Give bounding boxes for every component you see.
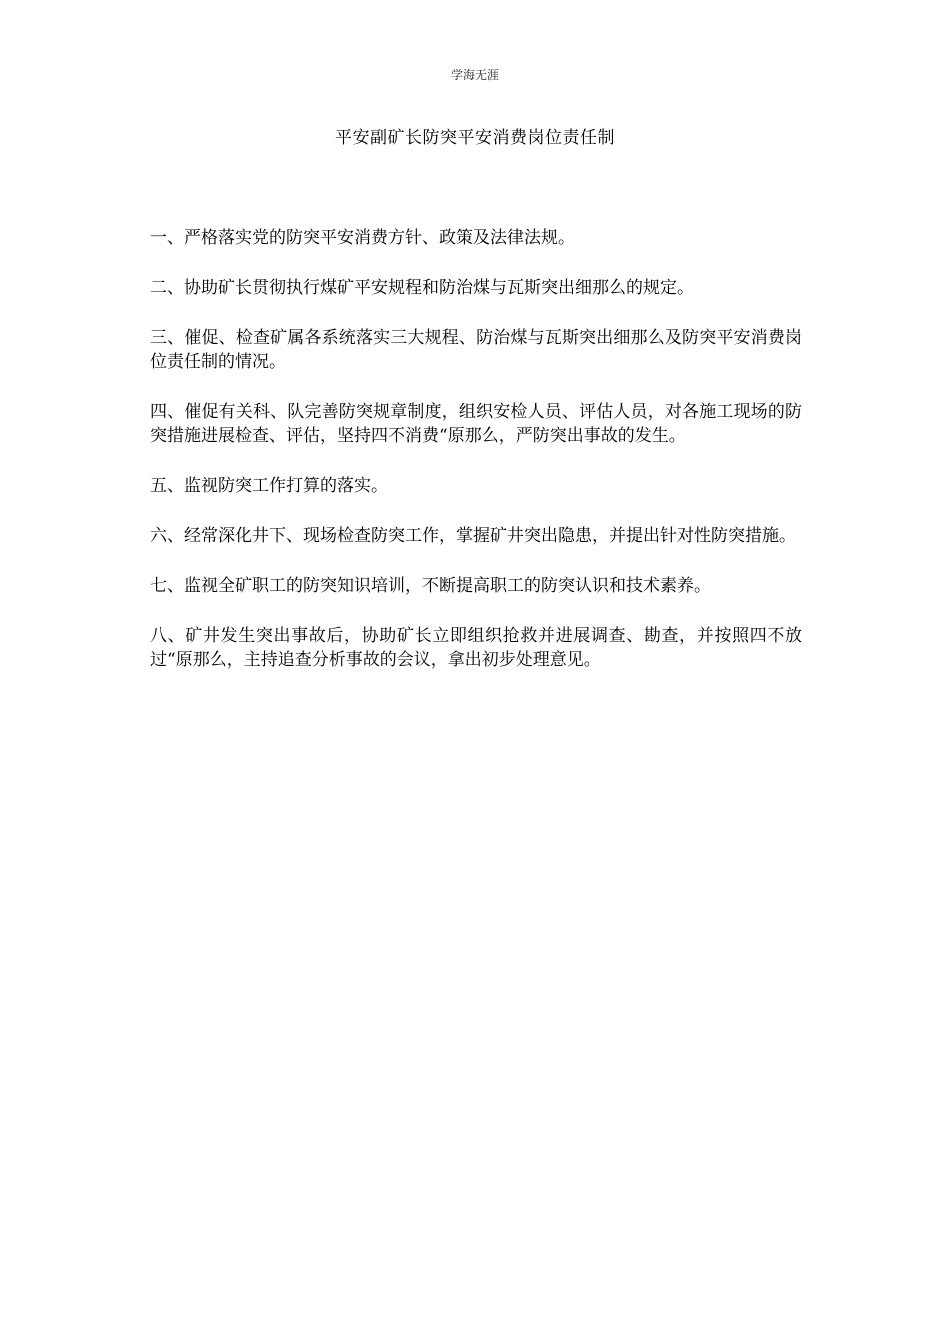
- paragraph-8: 八、矿井发生突出事故后，协助矿长立即组织抢救并进展调查、勘查，并按照四不放过“原那么，主持追查分析事故的会议，拿出初步处理意见。: [150, 626, 802, 670]
- paragraph-7: 七、监视全矿职工的防突知识培训，不断提高职工的防突认识和技术素养。: [150, 576, 711, 596]
- paragraph-3: 三、催促、检查矿属各系统落实三大规程、防治煤与瓦斯突出细那么及防突平安消费岗位责任制的情况。: [150, 328, 802, 372]
- paragraph-4: 四、催促有关科、队完善防突规章制度，组织安检人员、评估人员，对各施工现场的防突措施进展检查、评估，坚持四不消费“原那么，严防突出事故的发生。: [150, 402, 802, 446]
- paragraph-5: 五、监视防突工作打算的落实。: [150, 476, 388, 496]
- paragraph-6: 六、经常深化井下、现场检查防突工作，掌握矿井突出隐患，并提出针对性防突措施。: [150, 526, 796, 546]
- paragraph-2: 二、协助矿长贯彻执行煤矿平安规程和防治煤与瓦斯突出细那么的规定。: [150, 278, 694, 298]
- paragraph-1: 一、严格落实党的防突平安消费方针、政策及法律法规。: [150, 228, 575, 248]
- document-title: 平安副矿长防突平安消费岗位责任制: [335, 128, 615, 148]
- document-body: [150, 226, 802, 698]
- page-header: 学海无涯: [450, 68, 499, 82]
